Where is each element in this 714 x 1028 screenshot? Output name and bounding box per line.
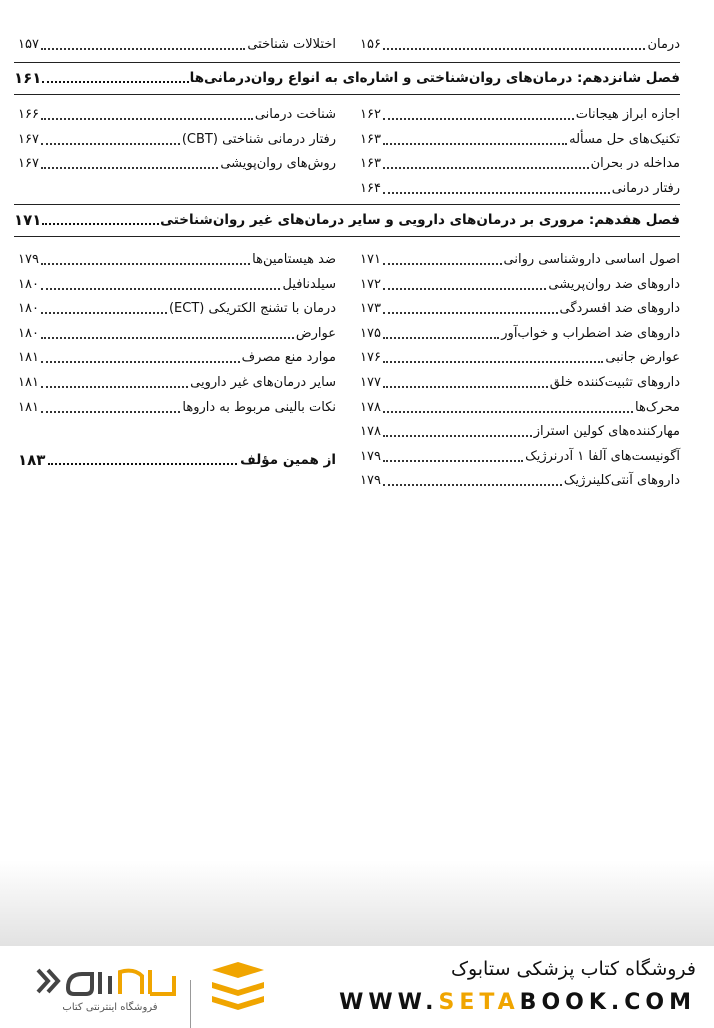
chapter-page: ۱۷۱ bbox=[14, 211, 42, 229]
entry-title: ضد هیستامین‌ها bbox=[252, 252, 336, 267]
leader-dots bbox=[41, 288, 281, 290]
entry-page: ۱۷۳ bbox=[360, 301, 381, 317]
entry-title: داروهای آنتی‌کلینرژیک bbox=[563, 473, 680, 489]
stacked-books-icon bbox=[206, 960, 270, 1016]
leader-dots bbox=[41, 48, 245, 50]
entry-title: رفتار درمانی bbox=[611, 180, 680, 196]
entry-page: ۱۷۲ bbox=[360, 276, 381, 292]
store-footer bbox=[0, 946, 714, 1024]
leader-dots bbox=[48, 463, 237, 465]
page-shadow bbox=[0, 860, 714, 946]
leader-dots bbox=[383, 118, 574, 120]
toc-entry bbox=[360, 370, 680, 392]
entry-title: داروهای ضد اضطراب و خواب‌آور bbox=[501, 325, 680, 341]
divider-line bbox=[14, 204, 680, 205]
entry-page: ۱۶۳ bbox=[360, 131, 381, 147]
leader-dots bbox=[383, 484, 562, 486]
entry-page: ۱۸۱ bbox=[18, 399, 39, 415]
url-prefix: WWW. bbox=[339, 990, 439, 1015]
toc-entry bbox=[18, 296, 336, 318]
entry-page: ۱۵۷ bbox=[18, 37, 39, 52]
entry-page: ۱۶۷ bbox=[18, 156, 39, 171]
store-name: فروشگاه کتاب پزشکی ستابوک bbox=[450, 958, 696, 980]
entry-page: ۱۸۰ bbox=[18, 325, 39, 341]
toc-entry bbox=[18, 321, 336, 343]
leader-dots bbox=[383, 192, 610, 194]
entry-title: شناخت درمانی bbox=[254, 107, 336, 122]
entry-title: اصول اساسی داروشناسی روانی bbox=[503, 252, 680, 267]
entry-page: ۱۸۱ bbox=[18, 350, 39, 366]
toc-entry bbox=[360, 395, 680, 417]
chapter-17-heading bbox=[14, 206, 680, 230]
url-highlight: SETA bbox=[438, 990, 520, 1015]
toc-entry bbox=[360, 176, 680, 198]
toc-entry bbox=[360, 296, 680, 318]
seta-wordmark-icon bbox=[34, 962, 184, 1000]
entry-title: سیلدنافیل bbox=[282, 276, 336, 292]
toc-entry bbox=[18, 272, 336, 294]
leader-dots bbox=[41, 386, 188, 388]
entry-page: ۱۷۱ bbox=[360, 252, 381, 267]
author-page: ۱۸۳ bbox=[18, 451, 46, 469]
author-title: از همین مؤلف bbox=[240, 452, 336, 468]
leader-dots bbox=[383, 460, 523, 462]
entry-page: ۱۷۹ bbox=[360, 448, 381, 464]
toc-entry bbox=[360, 127, 680, 149]
leader-dots bbox=[383, 288, 546, 290]
divider-line bbox=[14, 94, 680, 95]
toc-entry bbox=[360, 272, 680, 294]
entry-page: ۱۸۱ bbox=[18, 375, 39, 390]
entry-title: عوارض جانبی bbox=[605, 350, 680, 366]
toc-entry bbox=[360, 32, 680, 54]
toc-entry bbox=[360, 102, 680, 124]
toc-entry bbox=[18, 127, 336, 149]
leader-dots bbox=[383, 361, 603, 363]
entry-title: آگونیست‌های آلفا ۱ آدرنرژیک bbox=[525, 448, 680, 464]
entry-title: مداخله در بحران bbox=[590, 156, 680, 171]
leader-dots bbox=[383, 167, 589, 169]
entry-page: ۱۶۴ bbox=[360, 180, 381, 196]
leader-dots bbox=[383, 337, 499, 339]
entry-page: ۱۶۲ bbox=[360, 107, 381, 122]
divider-line bbox=[14, 62, 680, 63]
toc-entry bbox=[18, 345, 336, 367]
leader-dots bbox=[383, 386, 548, 388]
toc-entry bbox=[18, 32, 336, 54]
chapter-title: فصل هفدهم: مروری بر درمان‌های دارویی و سایر درمان‌های غیر روان‌شناختی bbox=[160, 212, 680, 228]
entry-title: عوارض bbox=[295, 325, 336, 341]
toc-entry bbox=[360, 321, 680, 343]
store-logo bbox=[30, 960, 280, 1020]
toc-entry bbox=[18, 151, 336, 173]
entry-title: محرک‌ها bbox=[635, 399, 680, 415]
leader-dots bbox=[383, 411, 633, 413]
entry-title: موارد منع مصرف bbox=[241, 350, 336, 366]
entry-page: ۱۷۵ bbox=[360, 325, 381, 341]
leader-dots bbox=[41, 263, 250, 265]
entry-page: ۱۷۶ bbox=[360, 350, 381, 366]
entry-title: مهارکننده‌های کولین استراز bbox=[533, 424, 680, 440]
toc-entry bbox=[18, 395, 336, 417]
entry-title: اجازه ابراز هیجانات bbox=[575, 107, 680, 122]
entry-page: ۱۷۸ bbox=[360, 399, 381, 415]
entry-page: ۱۸۰ bbox=[18, 301, 39, 317]
leader-dots bbox=[383, 48, 646, 50]
leader-dots bbox=[383, 143, 567, 145]
leader-dots bbox=[41, 411, 180, 413]
leader-dots bbox=[41, 118, 253, 120]
leader-dots bbox=[383, 263, 502, 265]
chapter-page: ۱۶۱ bbox=[14, 69, 42, 87]
entry-title: نکات بالینی مربوط به داروها bbox=[182, 399, 336, 415]
entry-page: ۱۶۷ bbox=[18, 131, 39, 147]
leader-dots bbox=[41, 361, 240, 363]
entry-title: اختلالات شناختی bbox=[247, 37, 336, 52]
toc-entry bbox=[360, 444, 680, 466]
entry-title: روش‌های روان‌پویشی bbox=[220, 156, 336, 171]
logo-divider bbox=[190, 980, 191, 1028]
chapter-16-heading bbox=[14, 64, 680, 88]
toc-entry bbox=[18, 370, 336, 392]
toc-entry bbox=[18, 102, 336, 124]
entry-title: داروهای تثبیت‌کننده خلق bbox=[549, 375, 680, 390]
toc-entry bbox=[18, 247, 336, 269]
entry-title: داروهای ضد افسردگی bbox=[559, 301, 680, 317]
entry-page: ۱۷۷ bbox=[360, 375, 381, 390]
entry-page: ۱۶۶ bbox=[18, 107, 39, 122]
leader-dots bbox=[42, 81, 188, 83]
toc-entry bbox=[360, 151, 680, 173]
url-suffix: BOOK.COM bbox=[519, 990, 696, 1015]
entry-title: درمان bbox=[647, 37, 680, 52]
entry-page: ۱۸۰ bbox=[18, 276, 39, 292]
toc-entry bbox=[360, 247, 680, 269]
entry-page: ۱۷۹ bbox=[18, 252, 39, 267]
leader-dots bbox=[41, 143, 180, 145]
entry-title: داروهای ضد روان‌پریشی bbox=[548, 276, 680, 292]
entry-title: سایر درمان‌های غیر دارویی bbox=[190, 375, 336, 390]
leader-dots bbox=[41, 312, 167, 314]
entry-title: رفتار درمانی شناختی (CBT) bbox=[181, 131, 336, 147]
leader-dots bbox=[42, 223, 159, 225]
leader-dots bbox=[383, 435, 532, 437]
entry-page: ۱۷۸ bbox=[360, 424, 381, 440]
entry-page: ۱۵۶ bbox=[360, 37, 381, 52]
leader-dots bbox=[41, 167, 218, 169]
chapter-title: فصل شانزدهم: درمان‌های روان‌شناختی و اشاره‌ای به انواع روان‌درمانی‌ها bbox=[189, 70, 680, 86]
entry-title: تکنیک‌های حل مسأله bbox=[569, 131, 680, 147]
entry-title: درمان با تشنج الکتریکی (ECT) bbox=[168, 301, 336, 317]
logo-tagline: فروشگاه اینترنتی کتاب bbox=[62, 1002, 158, 1013]
entry-page: ۱۷۹ bbox=[360, 473, 381, 489]
entry-page: ۱۶۳ bbox=[360, 156, 381, 171]
leader-dots bbox=[41, 337, 294, 339]
toc-entry bbox=[360, 468, 680, 490]
author-entry bbox=[18, 446, 336, 470]
toc-entry bbox=[360, 419, 680, 441]
toc-entry bbox=[360, 345, 680, 367]
leader-dots bbox=[383, 312, 558, 314]
store-url[interactable] bbox=[339, 990, 696, 1015]
divider-line bbox=[14, 236, 680, 237]
